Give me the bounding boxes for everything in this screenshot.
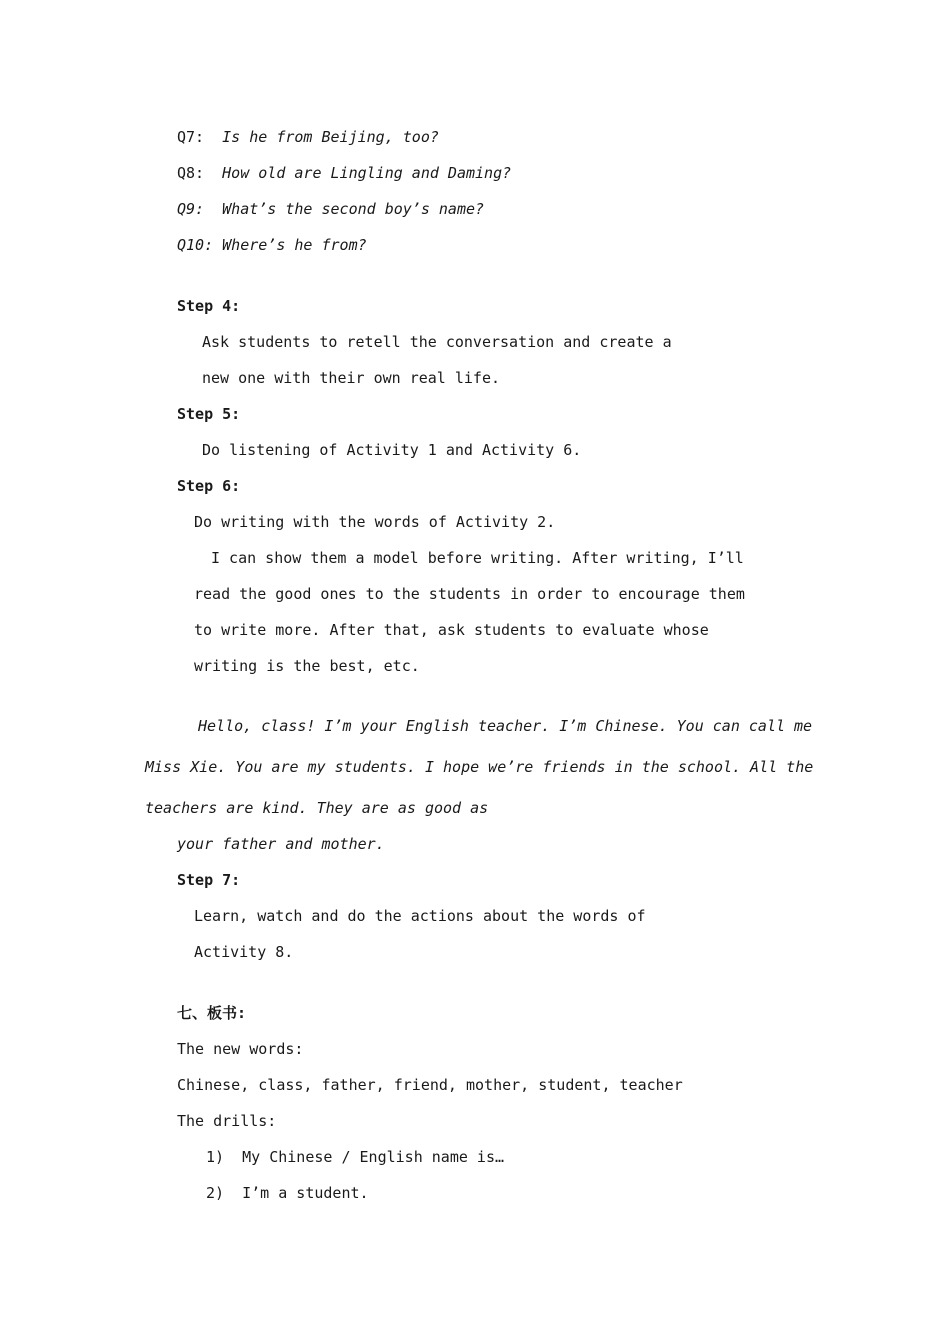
question-number: Q7: [177, 128, 205, 146]
question-number: Q10: [177, 236, 214, 254]
passage-line-3: teachers are kind. They are as good as [145, 799, 489, 817]
question-text: What’s the second boy’s name? [222, 200, 485, 218]
step6-line-4: to write more. After that, ask students to evaluate whose [194, 621, 709, 639]
passage-line-1: Hello, class! I’m your English teacher. I’m Chinese. You can call me [198, 717, 813, 735]
question-q9 [177, 199, 484, 219]
step6-line-5: writing is the best, etc. [194, 657, 420, 675]
question-q10 [177, 235, 367, 255]
drills-label: The drills: [177, 1112, 277, 1130]
question-number: Q8: [177, 164, 205, 182]
drill-number: 2) [206, 1184, 225, 1202]
step4-heading: Step 4: [177, 297, 241, 315]
passage-line-2: Miss Xie. You are my students. I hope we’re friends in the school. All the [145, 758, 814, 776]
passage-line-4: your father and mother. [177, 835, 385, 853]
drill-text: I’m a student. [242, 1184, 369, 1202]
step7-heading: Step 7: [177, 871, 241, 889]
board-heading: 七、板书: [177, 1004, 247, 1022]
drill-text: My Chinese / English name is… [242, 1148, 505, 1166]
drill-item-1 [206, 1147, 504, 1167]
step6-heading: Step 6: [177, 477, 241, 495]
drill-item-2 [206, 1183, 369, 1203]
question-text: Where’s he from? [222, 236, 367, 254]
new-words-label: The new words: [177, 1040, 304, 1058]
question-text: Is he from Beijing, too? [222, 128, 439, 146]
step6-line-2: I can show them a model before writing. After writing, I’ll [211, 549, 744, 567]
new-words-list: Chinese, class, father, friend, mother, student, teacher [177, 1076, 683, 1094]
question-q8 [177, 163, 511, 183]
step7-line-2: Activity 8. [194, 943, 294, 961]
question-q7 [177, 127, 439, 147]
step6-line-1: Do writing with the words of Activity 2. [194, 513, 556, 531]
step4-line-2: new one with their own real life. [202, 369, 501, 387]
drill-number: 1) [206, 1148, 225, 1166]
question-number: Q9: [177, 200, 205, 218]
step5-heading: Step 5: [177, 405, 241, 423]
step4-line-1: Ask students to retell the conversation and create a [202, 333, 672, 351]
question-text: How old are Lingling and Daming? [222, 164, 512, 182]
step7-line-1: Learn, watch and do the actions about the words of [194, 907, 646, 925]
step6-line-3: read the good ones to the students in order to encourage them [194, 585, 745, 603]
step5-line-1: Do listening of Activity 1 and Activity 6. [202, 441, 582, 459]
